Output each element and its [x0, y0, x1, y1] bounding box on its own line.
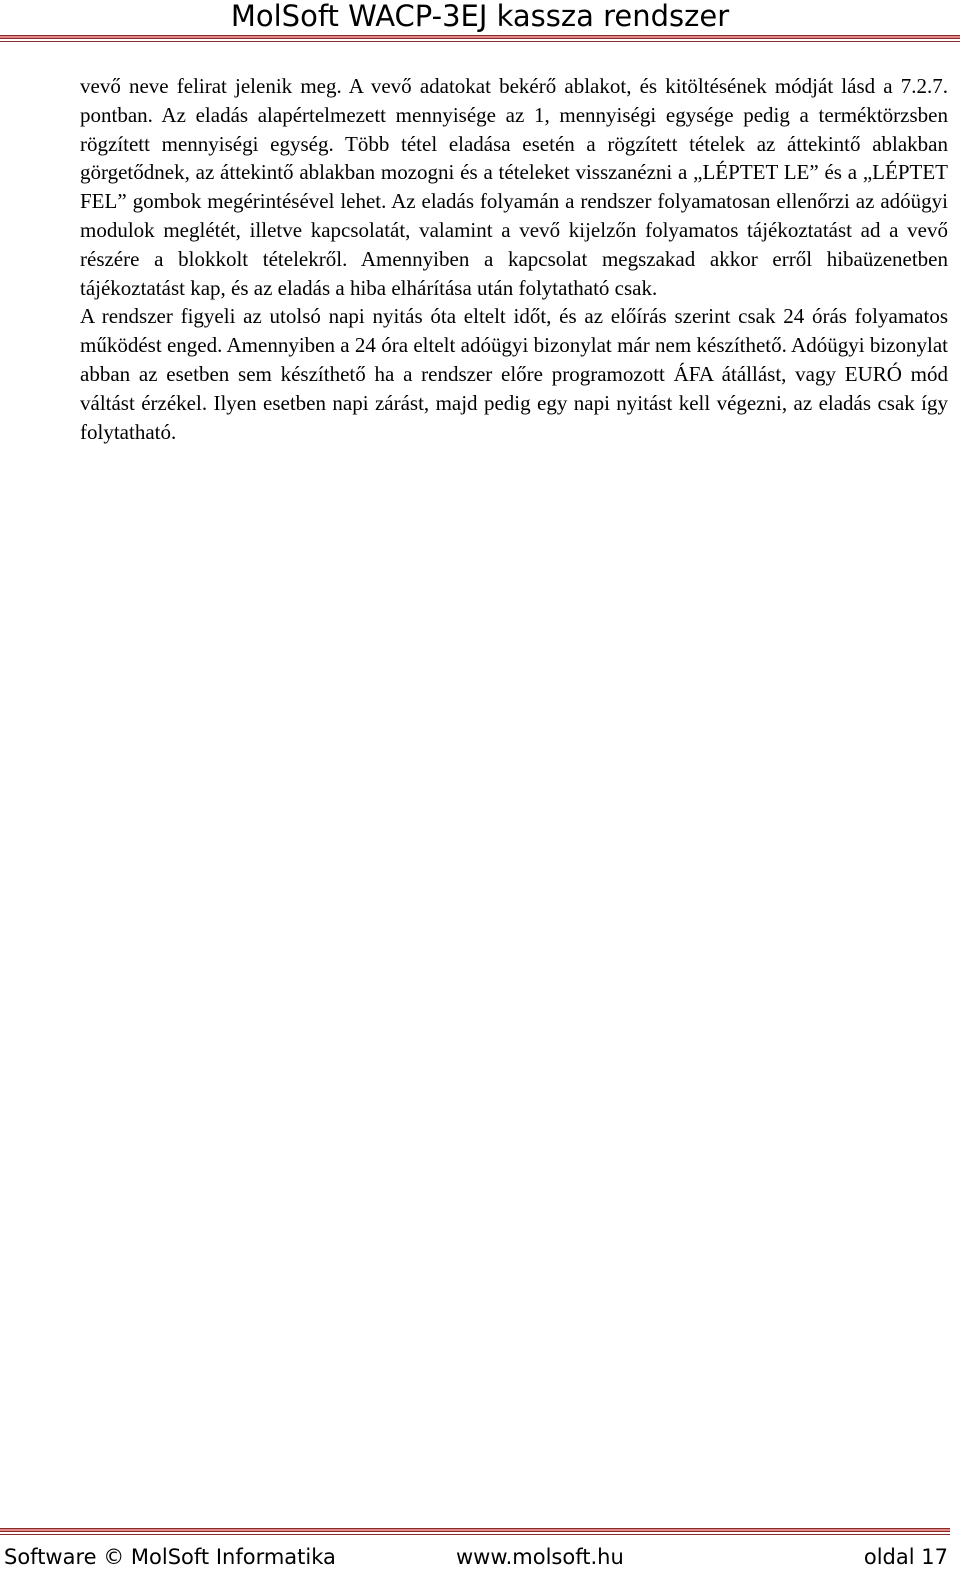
header-title: MolSoft WACP-3EJ kassza rendszer [230, 0, 730, 33]
footer-rule-thin [0, 1534, 950, 1535]
header-rule [0, 35, 960, 39]
paragraph-1: vevő neve felirat jelenik meg. A vevő adatokat bekérő ablakot, és kitöltésének módját lásd a 7.2.7. pontban. Az eladás alapértelmezett mennyisége az 1, mennyiségi egysége pedig a terméktörzsben rögzített mennyiségi egység. Több tétel eladása esetén a rögzített tételek az áttekintő ablakban görgetődnek, az áttekintő ablakban mozogni és a tételeket visszanézni a „LÉPTET LE” és a „LÉPTET FEL” gombok megérintésével lehet. Az eladás folyamán a rendszer folyamatosan ellenőrzi az adóügyi modulok meglétét, illetve kapcsolatát, valamint a vevő kijelzőn folyamatos tájékoztatást ad a vevő részére a blokkolt tételekről. Amennyiben a kapcsolat megszakad akkor erről hibaüzenetben tájékoztatást kap, és az eladás a hiba elhárítása után folytatható csak. [80, 74, 948, 300]
header-rule-thin [0, 41, 960, 42]
footer-page-number: oldal 17 [863, 1545, 948, 1569]
main-content [80, 72, 948, 446]
page-header [0, 0, 960, 44]
page-footer [0, 1528, 960, 1580]
footer-rule [0, 1528, 950, 1532]
footer-copyright: Software © MolSoft Informatika [4, 1545, 336, 1569]
paragraph-2: A rendszer figyeli az utolsó napi nyitás óta eltelt időt, és az előírás szerint csak 24 órás folyamatos működést enged. Amennyiben a 24 óra eltelt adóügyi bizonylat már nem készíthető. Adóügyi bizonylat abban az esetben sem készíthető ha a rendszer előre programozott ÁFA átállást, vagy EURÓ mód váltást érzékel. Ilyen esetben napi zárást, majd pedig egy napi nyitást kell végezni, az eladás csak így folytatható. [80, 304, 948, 444]
footer-website: www.molsoft.hu [456, 1545, 624, 1569]
